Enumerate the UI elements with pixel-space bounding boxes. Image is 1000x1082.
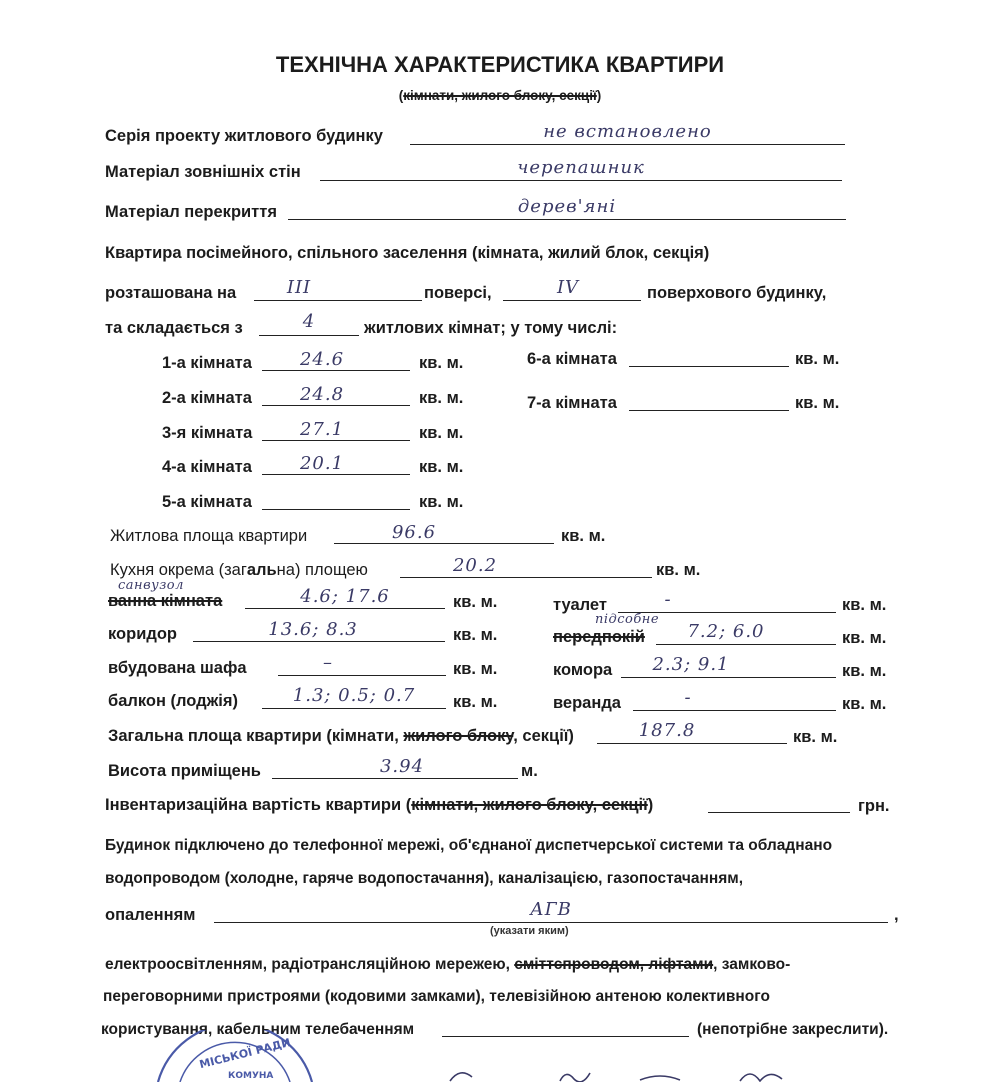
- total-area-unit: кв. м.: [793, 728, 838, 746]
- toilet-label: туалет: [553, 596, 607, 614]
- consists-label: та складається з: [105, 319, 243, 337]
- inventory-line: [708, 812, 850, 813]
- cable-tv-note: (непотрібне закреслити).: [697, 1021, 889, 1038]
- walls-line: [320, 180, 842, 181]
- inventory-unit: грн.: [858, 797, 890, 815]
- room-6-line: [629, 366, 789, 367]
- hall-value: 7.2; 6.0: [687, 621, 765, 642]
- living-area-value: 96.6: [391, 522, 437, 543]
- rooms-count-value: 4: [302, 311, 316, 332]
- room-3-line: [262, 440, 410, 441]
- storage-unit: кв. м.: [842, 662, 887, 680]
- heating-line: [214, 922, 888, 923]
- corridor-value: 13.6; 8.3: [268, 619, 358, 640]
- bathroom-line: [245, 608, 445, 609]
- balcony-line: [262, 708, 446, 709]
- room-4-label: 4-а кімната: [162, 458, 252, 476]
- walls-label: Матеріал зовнішніх стін: [105, 163, 301, 181]
- room-1-line: [262, 370, 410, 371]
- series-label: Серія проекту житлового будинку: [105, 127, 383, 145]
- total-area-label: Загальна площа квартири (кімнати, жилого блоку, секції): [108, 727, 574, 745]
- room-6-unit: кв. м.: [795, 350, 840, 368]
- corridor-unit: кв. м.: [453, 626, 498, 644]
- room-2-unit: кв. м.: [419, 389, 464, 407]
- bathroom-value: 4.6; 17.6: [300, 586, 390, 607]
- svg-text:МІСЬКОЇ РАДИ: МІСЬКОЇ РАДИ: [198, 1035, 292, 1072]
- balcony-unit: кв. м.: [453, 693, 498, 711]
- heating-label: опаленням: [105, 906, 196, 924]
- bathroom-note: санвузол: [118, 578, 184, 593]
- series-line: [410, 144, 845, 145]
- hall-line: [656, 644, 836, 645]
- height-line: [272, 778, 518, 779]
- room-7-label: 7-а кімната: [527, 394, 617, 412]
- veranda-label: веранда: [553, 694, 621, 712]
- room-7-line: [629, 410, 789, 411]
- height-unit: м.: [521, 762, 538, 780]
- floors-material-value: дерев'яні: [517, 196, 617, 217]
- veranda-value: -: [684, 687, 692, 708]
- corridor-line: [193, 641, 445, 642]
- utilities-line-1: Будинок підключено до телефонної мережі, об'єднаної диспетчерської системи та обладнано: [105, 837, 833, 854]
- height-value: 3.94: [379, 756, 425, 777]
- total-area-line: [597, 743, 787, 744]
- room-5-label: 5-а кімната: [162, 493, 252, 511]
- room-2-line: [262, 405, 410, 406]
- balcony-label: балкон (лоджія): [108, 692, 239, 710]
- heating-note: (указати яким): [490, 925, 569, 937]
- apartment-type-line: Квартира посімейного, спільного заселення (кімната, жилий блок, секція): [105, 244, 710, 262]
- heating-value: АГВ: [530, 899, 572, 920]
- cable-tv-label: користування, кабельним телебаченням: [101, 1021, 415, 1038]
- utilities-line-2: водопроводом (холодне, гаряче водопостачання), каналізацією, газопостачанням,: [105, 870, 744, 887]
- storage-line: [621, 677, 836, 678]
- room-2-value: 24.8: [299, 384, 345, 405]
- living-area-unit: кв. м.: [561, 527, 606, 545]
- hall-label: передпокій: [553, 628, 645, 646]
- wardrobe-unit: кв. м.: [453, 660, 498, 678]
- balcony-value: 1.3; 0.5; 0.7: [292, 685, 416, 706]
- rooms-label: житлових кімнат; у тому числі:: [364, 319, 618, 337]
- wardrobe-value: –: [323, 652, 333, 673]
- floor-line: [254, 300, 422, 301]
- room-4-line: [262, 474, 410, 475]
- storage-value: 2.3; 9.1: [652, 654, 730, 675]
- room-3-unit: кв. м.: [419, 424, 464, 442]
- cable-tv-line: [442, 1036, 689, 1037]
- room-3-value: 27.1: [299, 419, 345, 440]
- rooms-count-line: [259, 335, 359, 336]
- floors-total-line: [503, 300, 641, 301]
- kitchen-label: Кухня окрема (загальна) площею: [110, 561, 368, 579]
- living-area-line: [334, 543, 554, 544]
- room-7-unit: кв. м.: [795, 394, 840, 412]
- bathroom-unit: кв. м.: [453, 593, 498, 611]
- stamp-seal: [150, 1030, 320, 1082]
- toilet-value: -: [664, 589, 672, 610]
- veranda-line: [633, 710, 836, 711]
- subtitle-struck-text: кімнати, жилого блоку, секції: [403, 88, 597, 103]
- room-4-value: 20.1: [299, 453, 345, 474]
- signature-fragment: [440, 1065, 820, 1082]
- room-3-label: 3-я кімната: [162, 424, 253, 442]
- building-label: поверхового будинку,: [647, 284, 827, 302]
- walls-value: черепашник: [517, 157, 645, 178]
- total-area-value: 187.8: [638, 720, 696, 741]
- height-label: Висота приміщень: [108, 762, 261, 780]
- living-area-label: Житлова площа квартири: [110, 527, 308, 545]
- hall-unit: кв. м.: [842, 629, 887, 647]
- veranda-unit: кв. м.: [842, 695, 887, 713]
- room-1-unit: кв. м.: [419, 354, 464, 372]
- series-value: не встановлено: [543, 121, 712, 142]
- wardrobe-line: [278, 675, 446, 676]
- page-subtitle: (кімнати, жилого блоку, секції): [398, 88, 602, 103]
- storage-label: комора: [553, 661, 613, 679]
- room-1-value: 24.6: [299, 349, 345, 370]
- floors-material-label: Матеріал перекриття: [105, 203, 277, 221]
- inventory-label: Інвентаризаційна вартість квартири (кімнати, жилого блоку, секції): [105, 796, 654, 814]
- utilities-line-4: електроосвітленням, радіотрансляційною мережею, сміттєпроводом, ліфтами, замково-: [105, 956, 791, 973]
- heating-tail: ,: [894, 906, 899, 924]
- kitchen-line: [400, 577, 652, 578]
- toilet-unit: кв. м.: [842, 596, 887, 614]
- floors-total-value: IV: [556, 277, 580, 298]
- room-2-label: 2-а кімната: [162, 389, 252, 407]
- kitchen-value: 20.2: [452, 555, 498, 576]
- corridor-label: коридор: [108, 625, 177, 643]
- room-5-unit: кв. м.: [419, 493, 464, 511]
- page-title: ТЕХНІЧНА ХАРАКТЕРИСТИКА КВАРТИРИ: [275, 52, 725, 77]
- wardrobe-label: вбудована шафа: [108, 659, 247, 677]
- utilities-line-5: переговорними пристроями (кодовими замками), телевізійною антеною колективного: [103, 988, 770, 1005]
- room-5-line: [262, 509, 410, 510]
- room-6-label: 6-а кімната: [527, 350, 617, 368]
- floor-label: поверсі,: [424, 284, 492, 302]
- floors-material-line: [288, 219, 846, 220]
- kitchen-unit: кв. м.: [656, 561, 701, 579]
- room-4-unit: кв. м.: [419, 458, 464, 476]
- floor-value: III: [286, 277, 312, 298]
- located-label: розташована на: [105, 284, 237, 302]
- room-1-label: 1-а кімната: [162, 354, 252, 372]
- hall-note: підсобне: [595, 612, 660, 627]
- bathroom-label: ванна кімната: [108, 592, 223, 610]
- svg-text:КОМУНА: КОМУНА: [228, 1071, 274, 1081]
